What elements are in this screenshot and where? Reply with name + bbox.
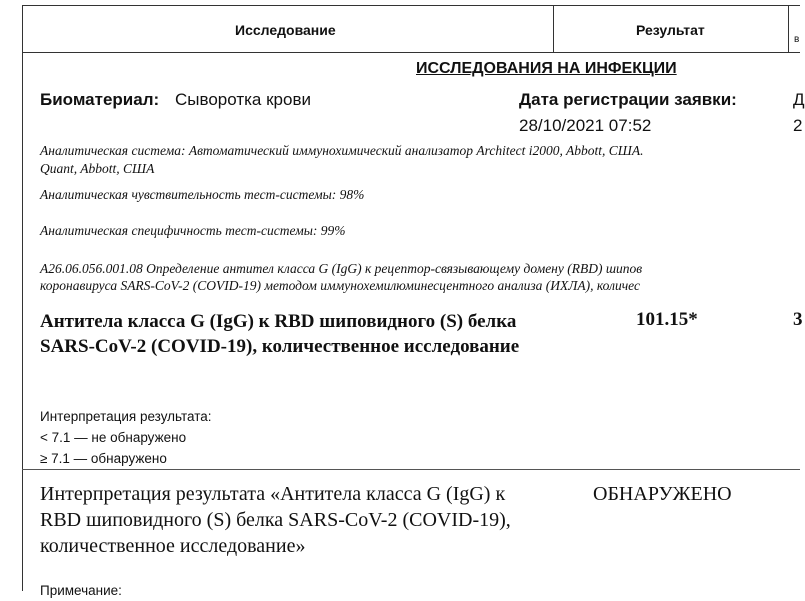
edge-text-1: Д bbox=[793, 90, 805, 109]
edge-text-2: 2 bbox=[793, 116, 803, 135]
header-col-divider-2 bbox=[788, 5, 789, 52]
specificity-note: Аналитическая специфичность тест-системы: 99% bbox=[40, 223, 346, 238]
analyte-name: Антитела класса G (IgG) к RBD шиповидного (S) белка SARS-CoV-2 (COVID-19), количественное исследование bbox=[40, 311, 520, 357]
header-study: Исследование bbox=[235, 22, 336, 38]
header-edge-text: в bbox=[794, 34, 800, 45]
code-note-line2: коронавируса SARS-CoV-2 (COVID-19) методом иммунохемилюминесцентного анализа (ИХЛА), количес bbox=[40, 278, 640, 293]
biomaterial-value: Сыворотка крови bbox=[175, 90, 311, 109]
sensitivity-note: Аналитическая чувствительность тест-системы: 98% bbox=[40, 187, 365, 202]
biomaterial-label: Биоматериал: bbox=[40, 90, 160, 109]
row-divider bbox=[22, 469, 800, 470]
footnote-label: Примечание: bbox=[40, 583, 122, 598]
code-note-line1: A26.06.056.001.08 Определение антител класса G (IgG) к рецептор-связывающему домену (RBD) шипов bbox=[40, 261, 643, 276]
interpretation-positive: ≥ 7.1 — обнаружено bbox=[40, 451, 167, 466]
section-title: ИССЛЕДОВАНИЯ НА ИНФЕКЦИИ bbox=[416, 60, 677, 77]
header-top-border bbox=[22, 5, 800, 6]
system-note-line1: Аналитическая система: Автоматический иммунохимический анализатор Architect i2000, Abbott, США. bbox=[40, 143, 644, 158]
table-left-border bbox=[22, 5, 23, 591]
analyte-edge-text: 3 bbox=[793, 309, 803, 330]
analyte-result: 101.15* bbox=[636, 309, 698, 330]
interpretation-negative: < 7.1 — не обнаружено bbox=[40, 430, 187, 445]
interpretation-label: Интерпретация результата: bbox=[40, 409, 212, 424]
header-col-divider-1 bbox=[553, 5, 554, 52]
header-result: Результат bbox=[636, 22, 705, 38]
reg-date-value: 28/10/2021 07:52 bbox=[519, 116, 652, 135]
conclusion-result: ОБНАРУЖЕНО bbox=[593, 483, 732, 505]
header-bottom-border bbox=[22, 52, 800, 53]
system-note-line2: Quant, Abbott, США bbox=[40, 161, 155, 176]
reg-date-label: Дата регистрации заявки: bbox=[519, 90, 737, 109]
conclusion-text: Интерпретация результата «Антитела класса G (IgG) к RBD шиповидного (S) белка SARS-CoV-2 (COVID-19), количественное исследование» bbox=[40, 483, 511, 557]
